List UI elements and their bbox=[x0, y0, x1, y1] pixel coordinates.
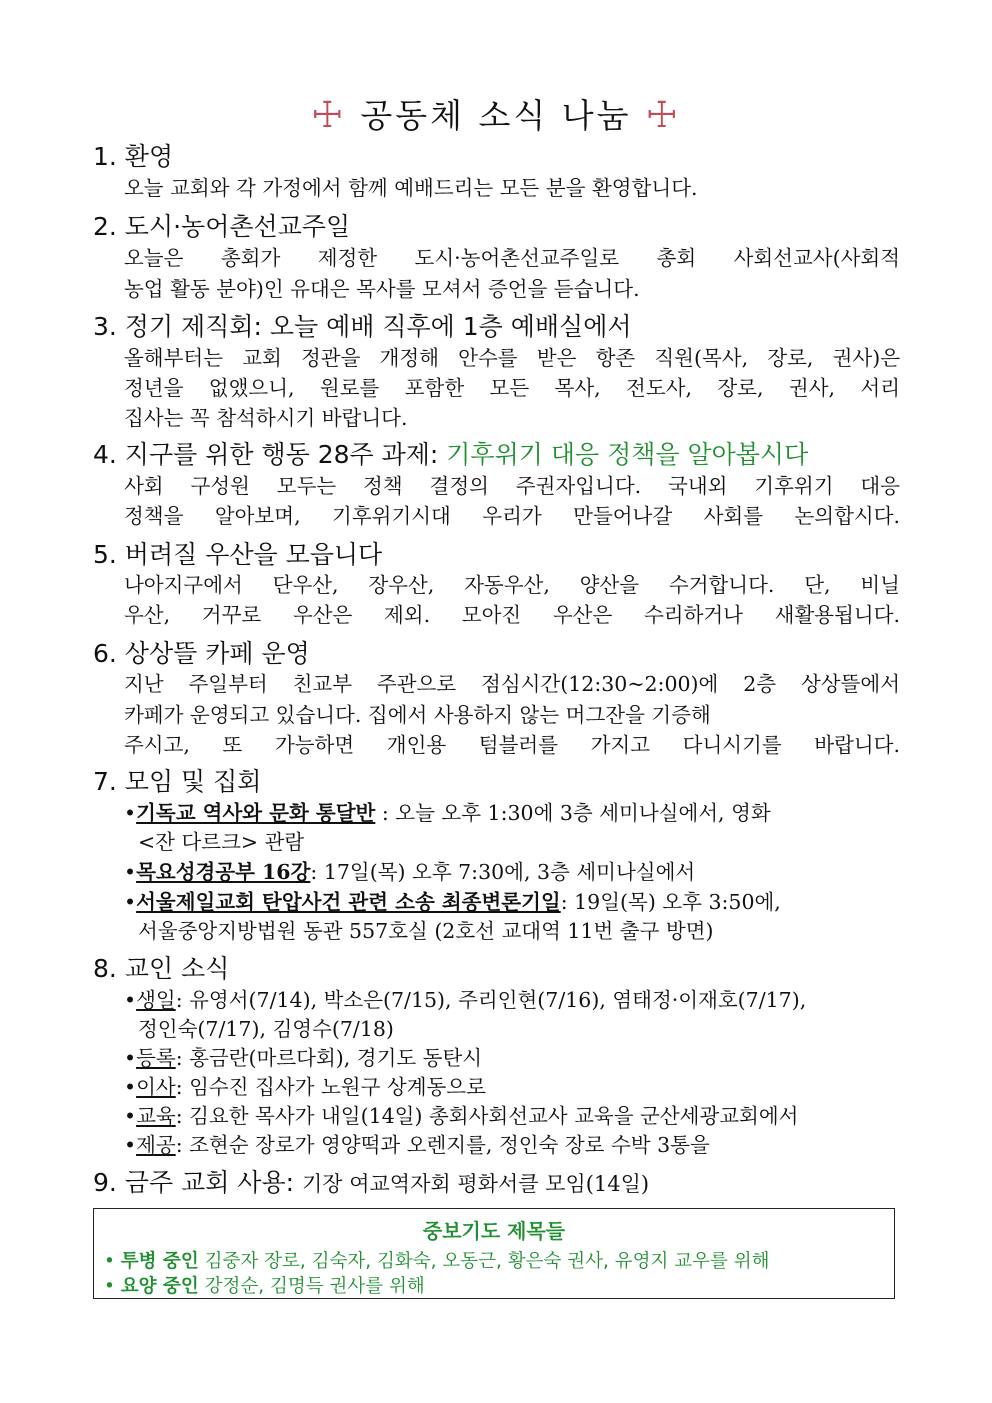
list-item: •교육: 김요한 목사가 내일(14일) 총회사회선교사 교육을 군산세광교회에서 bbox=[124, 1104, 799, 1128]
item-text: 주시고, 또 가능하면 개인용 텀블러를 가지고 다니시기를 바랍니다. bbox=[124, 733, 900, 757]
item-heading: 1. 환영 bbox=[93, 142, 174, 171]
item-text: 우산, 거꾸로 우산은 제외. 모아진 우산은 수리하거나 새활용됩니다. bbox=[124, 603, 900, 627]
item-text: 오늘 교회와 각 가정에서 함께 예배드리는 모든 분을 환영합니다. bbox=[124, 176, 698, 200]
news-label: 제공 bbox=[136, 1133, 176, 1157]
item-text: 사회 구성원 모두는 정책 결정의 주권자입니다. 국내외 기후위기 대응 bbox=[124, 474, 900, 498]
item-text: 지난 주일부터 친교부 주관으로 점심시간(12:30~2:00)에 2층 상상뜰에서 bbox=[124, 672, 900, 696]
news-label: 생일 bbox=[136, 988, 176, 1012]
meeting-name: 목요성경공부 16강 bbox=[136, 860, 311, 884]
highlight-text: 기후위기 대응 정책을 알아봅시다 bbox=[446, 440, 809, 469]
item-text: 정년을 없앴으니, 원로를 포함한 모든 목사, 전도사, 장로, 권사, 서리 bbox=[124, 376, 900, 400]
item-heading: 5. 버려질 우산을 모읍니다 bbox=[93, 540, 383, 569]
item-text: 오늘은 총회가 제정한 도시·농어촌선교주일로 총회 사회선교사(사회적 bbox=[124, 246, 900, 270]
item-text: 정책을 알아보며, 기후위기시대 우리가 만들어나갈 사회를 논의합시다. bbox=[124, 504, 900, 528]
item-text: 농업 활동 분야)인 유대은 목사를 모셔서 증언을 듣습니다. bbox=[124, 277, 640, 301]
meeting-name: 서울제일교회 탄압사건 관련 소송 최종변론기일 bbox=[136, 890, 561, 914]
list-item: •제공: 조현순 장로가 영양떡과 오렌지를, 정인숙 장로 수박 3통을 bbox=[124, 1133, 710, 1157]
item-heading: 8. 교인 소식 bbox=[93, 954, 230, 983]
item-text: 나아지구에서 단우산, 장우산, 자동우산, 양산을 수거합니다. 단, 비닐 bbox=[124, 573, 900, 597]
item-text: 올해부터는 교회 정관을 개정해 안수를 받은 항존 직원(목사, 장로, 권사)은 bbox=[124, 346, 900, 370]
list-item: •서울제일교회 탄압사건 관련 소송 최종변론기일: 19일(목) 오후 3:50에, bbox=[124, 890, 781, 914]
item-text: 집사는 꼭 참석하시기 바랍니다. bbox=[124, 406, 408, 430]
list-item-cont: <잔 다르크> 관람 bbox=[138, 830, 305, 854]
list-item: •기독교 역사와 문화 통달반 : 오늘 오후 1:30에 3층 세미나실에서, 영화 bbox=[124, 801, 771, 825]
list-item: •생일: 유영서(7/14), 박소은(7/15), 주리인현(7/16), 염태정·이재호(7/17), bbox=[124, 988, 807, 1012]
item-heading: 7. 모임 및 집회 bbox=[93, 767, 262, 796]
item-heading: 4. 지구를 위한 행동 28주 과제: 기후위기 대응 정책을 알아봅시다 bbox=[93, 440, 809, 469]
list-item: •등록: 홍금란(마르다회), 경기도 동탄시 bbox=[124, 1046, 483, 1070]
list-item: •이사: 임수진 집사가 노원구 상계동으로 bbox=[124, 1075, 486, 1099]
prayer-title: 중보기도 제목들 bbox=[422, 1219, 566, 1243]
item-text: 카페가 운영되고 있습니다. 집에서 사용하지 않는 머그잔을 기증해 bbox=[124, 703, 711, 727]
news-label: 이사 bbox=[136, 1075, 176, 1099]
news-label: 등록 bbox=[136, 1046, 176, 1070]
prayer-line: • 투병 중인 김중자 장로, 김숙자, 김화숙, 오동근, 황은숙 권사, 유영지 교우를 위해 bbox=[104, 1251, 770, 1272]
meeting-name: 기독교 역사와 문화 통달반 bbox=[136, 801, 376, 825]
item-heading: 2. 도시·농어촌선교주일 bbox=[93, 212, 351, 241]
list-item-cont: 정인숙(7/17), 김영수(7/18) bbox=[138, 1017, 394, 1041]
cross-icon: ☩ bbox=[645, 95, 681, 136]
news-label: 교육 bbox=[136, 1104, 176, 1128]
item-heading: 3. 정기 제직회: 오늘 예배 직후에 1층 예배실에서 bbox=[93, 312, 632, 341]
prayer-box bbox=[93, 1208, 895, 1299]
list-item: •목요성경공부 16강: 17일(목) 오후 7:30에, 3층 세미나실에서 bbox=[124, 860, 696, 884]
prayer-line: • 요양 중인 강정순, 김명득 권사를 위해 bbox=[104, 1276, 425, 1297]
item-heading: 9. 금주 교회 사용: 기장 여교역자회 평화서클 모임(14일) bbox=[93, 1168, 650, 1197]
list-item-cont: 서울중앙지방법원 동관 557호실 (2호선 교대역 11번 출구 방면) bbox=[138, 919, 714, 943]
cross-icon: ☩ bbox=[311, 95, 347, 136]
page-title: ☩ 공동체 소식 나눔 ☩ bbox=[311, 95, 681, 136]
item-heading: 6. 상상뜰 카페 운영 bbox=[93, 639, 310, 668]
